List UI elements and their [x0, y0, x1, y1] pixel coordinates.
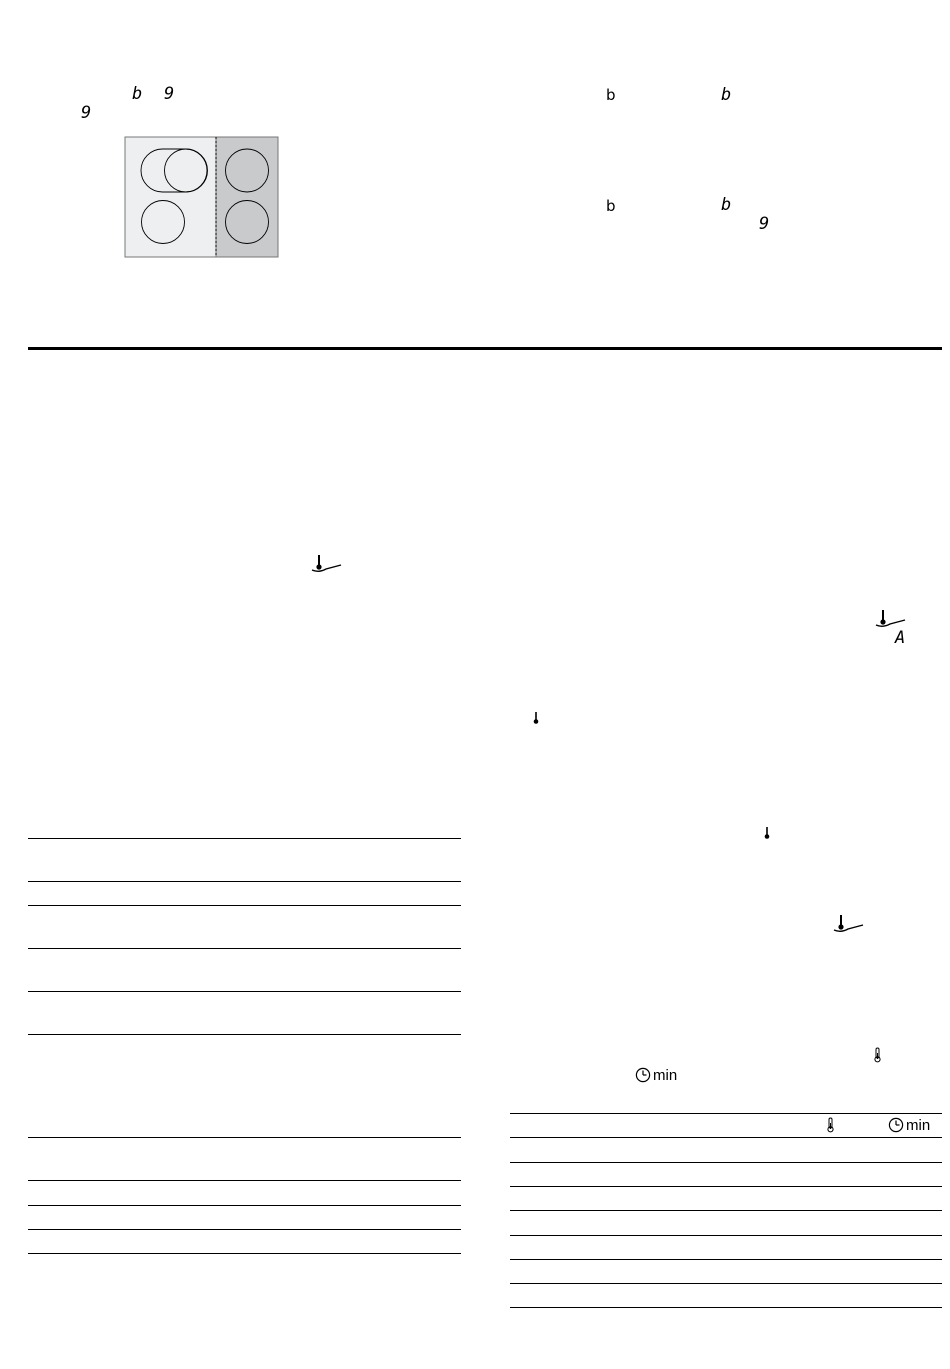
table-rule — [510, 1210, 942, 1211]
table-rule — [510, 1259, 942, 1260]
display-symbol-b: b — [606, 197, 616, 215]
table-rule — [28, 838, 461, 839]
table-header-minutes: min — [906, 1117, 931, 1134]
minutes-label: min — [653, 1067, 678, 1084]
table-rule — [28, 1229, 461, 1230]
display-symbol-b: b — [721, 195, 732, 215]
display-symbol-9: 9 — [81, 103, 92, 123]
frying-sensor-icon — [874, 609, 906, 629]
display-symbol-b: b — [721, 85, 732, 105]
table-rule — [510, 1235, 942, 1236]
section-divider — [28, 347, 942, 350]
table-rule — [510, 1283, 942, 1284]
table-rule — [28, 991, 461, 992]
table-rule — [510, 1186, 942, 1187]
display-symbol-a: A — [895, 628, 906, 648]
table-rule — [28, 1137, 461, 1138]
hob-diagram — [124, 136, 280, 259]
display-symbol-9: 9 — [759, 214, 770, 234]
thermometer-icon — [532, 711, 540, 725]
table-rule — [28, 948, 461, 949]
thermometer-icon — [763, 826, 771, 840]
frying-sensor-icon — [832, 914, 864, 934]
table-rule — [510, 1137, 942, 1138]
thermometer-outline-icon — [873, 1047, 882, 1063]
thermometer-outline-icon — [826, 1117, 835, 1133]
display-symbol-b: b — [606, 86, 616, 104]
display-symbol-b: b — [132, 84, 143, 104]
clock-icon — [888, 1117, 904, 1133]
table-rule — [28, 881, 461, 882]
clock-icon — [635, 1067, 651, 1083]
table-rule — [28, 1034, 461, 1035]
table-rule — [28, 1253, 461, 1254]
table-rule — [28, 1205, 461, 1206]
table-rule — [28, 905, 461, 906]
table-rule — [510, 1113, 942, 1114]
hob-right-zone-panel — [216, 137, 278, 257]
table-rule — [510, 1162, 942, 1163]
table-rule — [510, 1307, 942, 1308]
table-rule — [28, 1180, 461, 1181]
frying-sensor-icon — [310, 554, 342, 574]
display-symbol-9: 9 — [164, 84, 175, 104]
